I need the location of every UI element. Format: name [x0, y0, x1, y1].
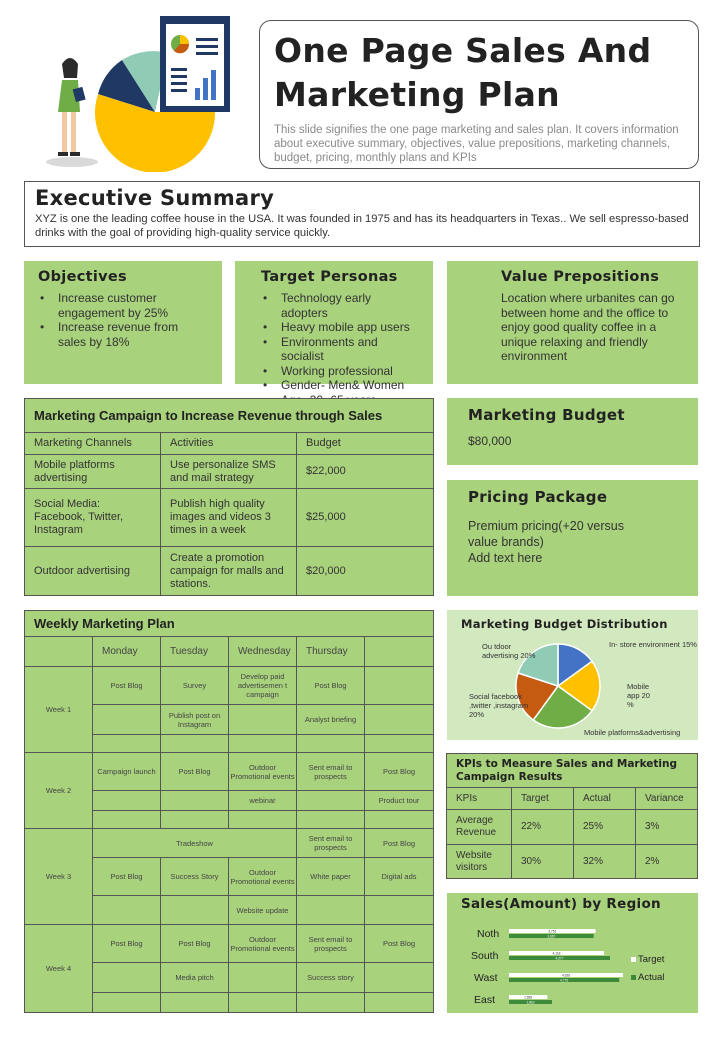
pricing-package-title: Pricing Package	[468, 488, 608, 506]
table-row	[25, 667, 434, 705]
pie-label-mobile-platforms: Mobile platforms&advertising	[584, 728, 681, 737]
sales-by-region-title: Sales(Amount) by Region	[461, 896, 661, 912]
region-bar-data-label: 3,667	[547, 934, 556, 939]
region-label: Wast	[474, 972, 498, 984]
table-row	[447, 810, 698, 845]
header-illustration	[40, 12, 240, 172]
table-cell: Sent email to prospects	[297, 925, 365, 963]
table-cell: Sent email to prospects	[297, 753, 365, 791]
table-cell	[297, 791, 365, 811]
table-cell: Digital ads	[365, 858, 434, 896]
table-cell: Publish post on Instagram	[161, 705, 229, 735]
weekly-plan-title: Weekly Marketing Plan	[25, 611, 434, 637]
objectives-title: Objectives	[38, 269, 127, 285]
title-box	[259, 20, 699, 169]
executive-summary-title: Executive Summary	[35, 186, 275, 210]
target-personas-title: Target Personas	[261, 269, 398, 285]
objectives-card	[24, 261, 222, 384]
table-row	[25, 753, 434, 791]
budget-pie-chart	[447, 610, 698, 740]
column-header: Marketing Channels	[25, 433, 161, 455]
table-cell: Media pitch	[161, 963, 229, 993]
table-cell: Success Story	[161, 858, 229, 896]
campaign-table	[24, 398, 434, 596]
table-cell	[229, 705, 297, 735]
list-item: • Working professional	[261, 364, 419, 379]
table-row	[25, 829, 434, 858]
legend-actual-label: Actual	[638, 972, 665, 983]
pricing-line-3: Add text here	[468, 551, 543, 565]
table-cell	[365, 963, 434, 993]
table-row	[25, 547, 434, 596]
target-personas-list	[261, 291, 419, 407]
weekly-plan-table	[24, 610, 434, 1013]
column-header: KPIs	[447, 788, 512, 810]
pie-label-social: Social facebook ,twitter ,instagram 20%	[469, 692, 529, 719]
table-cell	[229, 993, 297, 1013]
list-item: • Gender- Men& Women	[261, 378, 419, 393]
page-title-line1: One Page Sales And	[274, 31, 652, 70]
table-cell: White paper	[297, 858, 365, 896]
table-cell: Survey	[161, 667, 229, 705]
list-item: • Increase customer engagement by 25%	[38, 291, 208, 320]
table-cell: Website update	[229, 896, 297, 925]
table-cell	[93, 811, 161, 829]
table-cell: Website visitors	[447, 845, 512, 879]
marketing-budget-card	[447, 398, 698, 465]
table-cell	[365, 896, 434, 925]
table-cell: Develop paid advertisemen t campaign	[229, 667, 297, 705]
table-cell	[365, 811, 434, 829]
sales-by-region-panel	[447, 893, 698, 1013]
table-cell: Product tour	[365, 791, 434, 811]
table-cell: Success story	[297, 963, 365, 993]
table-cell	[161, 735, 229, 753]
table-cell	[297, 993, 365, 1013]
legend-target	[631, 954, 664, 965]
table-row	[447, 845, 698, 879]
pricing-line-2: value brands)	[468, 535, 544, 549]
table-cell: Social Media: Facebook, Twitter, Instagram	[25, 489, 161, 547]
table-cell: 22%	[512, 810, 574, 845]
page-title-line2: Marketing Plan	[274, 75, 560, 114]
table-cell: Tradeshow	[93, 829, 297, 858]
table-cell	[161, 896, 229, 925]
region-bar-data-label: 3,751	[548, 929, 557, 934]
week-label: Week 3	[25, 829, 93, 925]
day-header: Wednesday	[229, 637, 297, 667]
table-cell: Publish high quality images and videos 3 times in a week	[161, 489, 297, 547]
table-cell: Post Blog	[93, 858, 161, 896]
table-cell	[229, 963, 297, 993]
table-cell	[297, 811, 365, 829]
table-cell	[161, 811, 229, 829]
table-cell: Post Blog	[365, 829, 434, 858]
legend-swatch-actual	[631, 975, 636, 980]
table-row	[25, 925, 434, 963]
day-header: Monday	[93, 637, 161, 667]
table-cell	[229, 735, 297, 753]
list-item: • Technology early adopters	[261, 291, 419, 320]
page-title	[274, 29, 684, 117]
list-item: • Increase revenue from sales by 18%	[38, 320, 208, 349]
day-header: Tuesday	[161, 637, 229, 667]
campaign-table-title: Marketing Campaign to Increase Revenue through Sales	[25, 399, 434, 433]
region-bar-data-label: 4,776	[560, 978, 569, 983]
week-label: Week 4	[25, 925, 93, 1013]
executive-summary	[24, 181, 700, 247]
region-label: Noth	[477, 928, 500, 940]
day-header: Thursday	[297, 637, 365, 667]
table-cell: Post Blog	[161, 925, 229, 963]
table-row	[25, 455, 434, 489]
region-bar-data-label: 4,377	[555, 956, 564, 961]
table-cell: $20,000	[297, 547, 434, 596]
table-cell	[93, 963, 161, 993]
table-cell: Post Blog	[365, 925, 434, 963]
list-item: • Environments and socialist	[261, 335, 419, 364]
value-prepositions-text: Location where urbanites can go between home and the office to enjoy good quality coffee in a unique relaxing and friendly environment	[501, 291, 675, 363]
table-cell	[229, 811, 297, 829]
week-label: Week 2	[25, 753, 93, 829]
table-cell: Outdoor advertising	[25, 547, 161, 596]
region-label: South	[471, 950, 499, 962]
region-bar-data-label: 1,863	[526, 1000, 535, 1005]
budget-distribution-panel	[447, 610, 698, 740]
table-cell: 3%	[636, 810, 698, 845]
table-cell	[161, 791, 229, 811]
page-subtitle: This slide signifies the one page marketing and sales plan. It covers information about executive summary, objectives, value prepositions, marketing channels, budget, pricing, monthly plans and KPIs	[274, 124, 679, 164]
table-cell	[297, 735, 365, 753]
executive-summary-text: XYZ is one the leading coffee house in the USA. It was founded in 1975 and has its headquarters in Texas.. We sell espresso-based drinks with the goal of providing high-quality service quickly.	[35, 213, 689, 239]
pie-label-instore: In- store environment 15%	[609, 640, 697, 649]
table-cell: webinar	[229, 791, 297, 811]
table-row	[25, 489, 434, 547]
table-cell: 2%	[636, 845, 698, 879]
region-bar-data-label: 4,938	[561, 973, 570, 978]
list-item: • Heavy mobile app users	[261, 320, 419, 335]
value-prepositions-card	[447, 261, 698, 384]
table-cell	[25, 637, 93, 667]
table-cell	[365, 667, 434, 705]
table-cell: Create a promotion campaign for malls and stations.	[161, 547, 297, 596]
table-cell	[161, 993, 229, 1013]
column-header: Budget	[297, 433, 434, 455]
table-cell: $25,000	[297, 489, 434, 547]
table-cell: Campaign launch	[93, 753, 161, 791]
week-label: Week 1	[25, 667, 93, 753]
region-bar-data-label: 4,118	[552, 951, 561, 956]
legend-actual	[631, 972, 664, 983]
marketing-budget-value: $80,000	[468, 434, 512, 448]
column-header: Variance	[636, 788, 698, 810]
day-header	[365, 637, 434, 667]
table-cell: 25%	[574, 810, 636, 845]
table-cell: 30%	[512, 845, 574, 879]
region-bar-data-label: 1,658	[524, 995, 533, 1000]
table-cell	[93, 993, 161, 1013]
table-cell: Post Blog	[93, 925, 161, 963]
objectives-list	[38, 291, 208, 349]
table-cell: Outdoor Promotional events	[229, 925, 297, 963]
target-personas-card	[235, 261, 433, 392]
table-cell	[93, 735, 161, 753]
region-bar-chart	[447, 893, 698, 1013]
table-cell: $22,000	[297, 455, 434, 489]
table-cell	[93, 896, 161, 925]
table-cell: Post Blog	[93, 667, 161, 705]
pie-label-outdoor: Ou tdoor advertising 20%	[482, 642, 536, 660]
table-cell	[365, 735, 434, 753]
budget-distribution-title: Marketing Budget Distribution	[461, 617, 668, 631]
table-cell: Outdoor Promotional events	[229, 858, 297, 896]
table-cell: Post Blog	[297, 667, 365, 705]
value-prepositions-title: Value Prepositions	[501, 269, 660, 285]
table-cell	[365, 993, 434, 1013]
table-cell: Mobile platforms advertising	[25, 455, 161, 489]
column-header: Actual	[574, 788, 636, 810]
column-header: Target	[512, 788, 574, 810]
table-cell	[365, 705, 434, 735]
table-cell: 32%	[574, 845, 636, 879]
column-header: Activities	[161, 433, 297, 455]
legend-swatch-target	[631, 957, 636, 962]
pie-label-mobile: Mobile app 20 %	[627, 682, 650, 709]
marketing-budget-title: Marketing Budget	[468, 406, 625, 424]
table-cell	[297, 896, 365, 925]
table-cell: Analyst briefing	[297, 705, 365, 735]
region-label: East	[474, 994, 496, 1006]
pricing-package-card	[447, 480, 698, 596]
table-cell	[93, 705, 161, 735]
legend-target-label: Target	[638, 954, 665, 965]
table-cell: Use personalize SMS and mail strategy	[161, 455, 297, 489]
table-cell: Post Blog	[365, 753, 434, 791]
table-cell: Post Blog	[161, 753, 229, 791]
table-cell: Outdoor Promotional events	[229, 753, 297, 791]
table-cell: Average Revenue	[447, 810, 512, 845]
kpi-table	[446, 753, 698, 879]
table-cell: Sent email to prospects	[297, 829, 365, 858]
pricing-line-1: Premium pricing(+20 versus	[468, 519, 624, 533]
kpi-table-title: KPIs to Measure Sales and Marketing Campaign Results	[447, 754, 698, 788]
table-cell	[93, 791, 161, 811]
